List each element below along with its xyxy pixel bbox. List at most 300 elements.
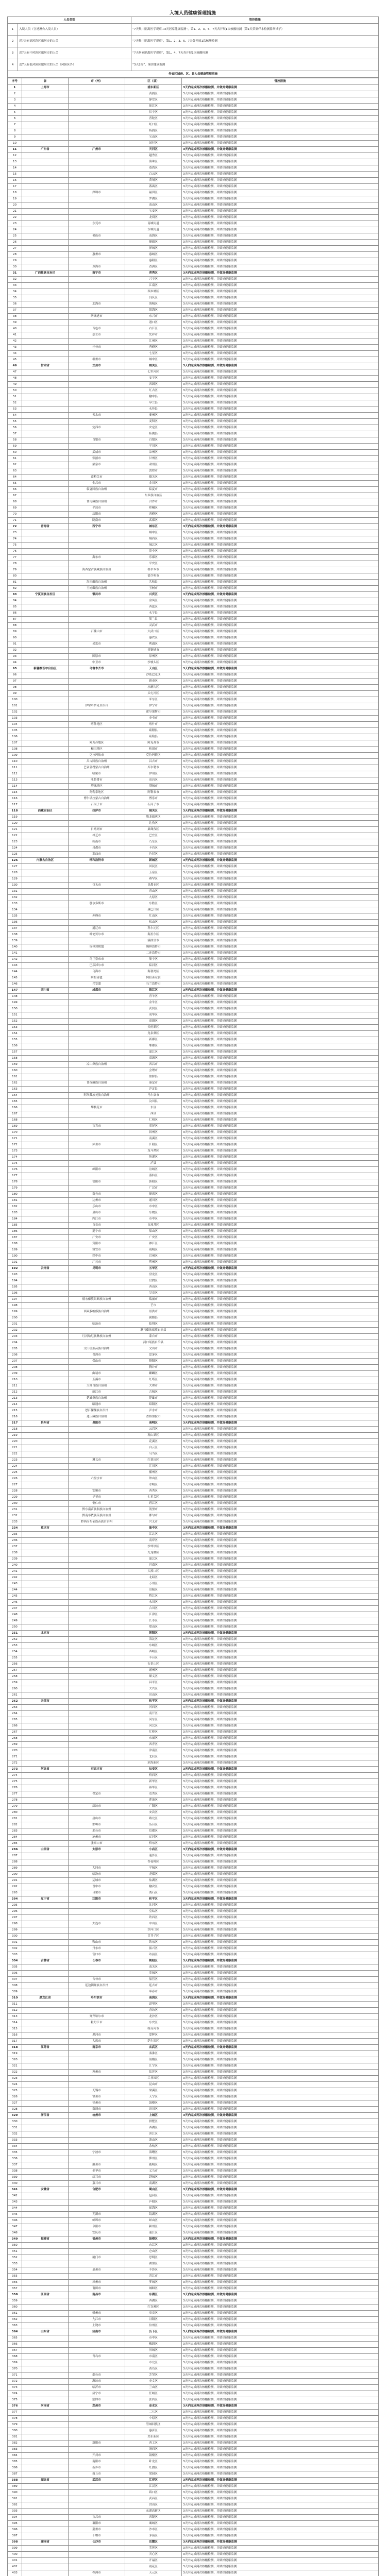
- cell-no: 297: [8, 1915, 22, 1921]
- cell-city: 南宁市: [69, 270, 125, 277]
- cell-province: 河南省: [22, 2403, 69, 2410]
- cell-city: [69, 2156, 125, 2162]
- cell-measure: 3天内完成两次核酸检测，并做好健康监测: [182, 1105, 379, 1111]
- cell-city: [69, 369, 125, 376]
- cell-city: [69, 141, 125, 147]
- table-row: [8, 1668, 379, 1674]
- cell-province: [22, 2274, 69, 2280]
- cell-no: 180: [8, 1192, 22, 1198]
- cell-district: 沙依巴克区: [125, 672, 182, 679]
- cell-province: [22, 1779, 69, 1785]
- cell-no: 44: [8, 351, 22, 357]
- cell-district: 榆次区: [125, 1884, 182, 1890]
- cell-province: [22, 1637, 69, 1643]
- table-row: [8, 957, 379, 963]
- cell-province: [22, 1006, 69, 1012]
- cell-province: [22, 406, 69, 413]
- cell-city: 哈密市: [69, 771, 125, 777]
- cell-city: [69, 1136, 125, 1142]
- cell-district: 洪山区: [125, 2502, 182, 2509]
- cell-measure: 3天内完成两次核酸检测，并做好健康监测: [182, 1012, 379, 1019]
- cell-city: [69, 394, 125, 400]
- table-row: [8, 97, 379, 104]
- cell-district: 泸县: [125, 1161, 182, 1167]
- cell-measure: 3天内完成两次核酸检测，并做好健康监测: [182, 2039, 379, 2045]
- table-row: [8, 845, 379, 852]
- cell-measure: 3天内完成两次核酸检测，并做好健康监测: [182, 697, 379, 703]
- cell-province: [22, 141, 69, 147]
- cell-no: 17: [8, 184, 22, 190]
- cell-district: 凉州区: [125, 450, 182, 456]
- cell-measure: 3天内完成两次核酸检测，并做好健康监测: [182, 85, 379, 91]
- cell-district: 东坡区: [125, 1210, 182, 1216]
- cell-city: 沈阳市: [69, 1896, 125, 1903]
- cell-measure: 3天内完成两次核酸检测，并做好健康监测: [182, 2478, 379, 2484]
- table-row: [8, 1192, 379, 1198]
- cell-city: [69, 1445, 125, 1451]
- table-row: [8, 1414, 379, 1420]
- table-row: [8, 2082, 379, 2088]
- cell-district: 颍州区: [125, 2224, 182, 2230]
- cell-city: [69, 277, 125, 283]
- cell-city: [69, 209, 125, 215]
- cell-district: 南岸区: [125, 1538, 182, 1544]
- cell-measure: 3天内完成两次核酸检测，并做好健康监测: [182, 889, 379, 895]
- cell-city: 郑州市: [69, 2403, 125, 2410]
- cell-no: 114: [8, 784, 22, 790]
- cell-measure: 3天内完成两次核酸检测，并做好健康监测: [182, 1890, 379, 1896]
- cell-district: 越秀区: [125, 153, 182, 159]
- cell-province: [22, 549, 69, 555]
- cell-city: 甘南藏族自治州: [69, 499, 125, 505]
- cell-city: [69, 1482, 125, 1488]
- table-row: [8, 2230, 379, 2236]
- cell-district: 喀什市: [125, 722, 182, 728]
- cell-province: [22, 153, 69, 159]
- cell-measure: 3天内完成两次核酸检测，并做好健康监测: [182, 1699, 379, 1705]
- cell-district: 站前区: [125, 1952, 182, 1958]
- cell-city: 西宁市: [69, 524, 125, 530]
- cell-province: [22, 2298, 69, 2304]
- cell-measure: 3天内完成两次核酸检测，并做好健康监测: [182, 592, 379, 598]
- cell-no: 308: [8, 1983, 22, 1989]
- cell-measure: 3天内完成两次核酸检测，并做好健康监测: [182, 1278, 379, 1284]
- category-row: [8, 36, 379, 47]
- cell-no: 70: [8, 512, 22, 518]
- cell-district: 高昌区: [125, 777, 182, 784]
- cell-district: 桥东区: [125, 1841, 182, 1847]
- cell-district: 迎泽区: [125, 1853, 182, 1859]
- table-row: [8, 215, 379, 221]
- cell-no: 49: [8, 382, 22, 388]
- cell-city: 漳州市: [69, 2280, 125, 2286]
- cell-city: 包头市: [69, 883, 125, 889]
- cell-no: 43: [8, 345, 22, 351]
- table-row: [8, 1587, 379, 1594]
- cell-measure: 3天内完成两次核酸检测，并做好健康监测: [182, 153, 379, 159]
- cell-city: [69, 2243, 125, 2249]
- cell-city: 银川市: [69, 592, 125, 598]
- table-row: [8, 190, 379, 196]
- cell-no: 32: [8, 277, 22, 283]
- cell-city: [69, 1810, 125, 1816]
- cell-measure: 3天内完成两次核酸检测，并做好健康监测: [182, 2181, 379, 2187]
- cell-city: 蚌埠市: [69, 2218, 125, 2224]
- cell-no: 69: [8, 505, 22, 512]
- cell-measure: 3天内完成两次核酸检测，并做好健康监测: [182, 549, 379, 555]
- cell-no: 40: [8, 326, 22, 332]
- cell-city: 绍兴市: [69, 2175, 125, 2181]
- cell-province: [22, 2138, 69, 2144]
- cell-district: 北碚区: [125, 1575, 182, 1581]
- cell-province: [22, 2057, 69, 2063]
- cell-city: 吐鲁番市: [69, 777, 125, 784]
- cell-province: [22, 1334, 69, 1340]
- cell-district: 鼓楼区: [125, 2057, 182, 2063]
- cell-province: [22, 2119, 69, 2125]
- cell-no: 147: [8, 988, 22, 994]
- cell-measure: 3天内完成两次核酸检测，并做好健康监测: [182, 815, 379, 821]
- cell-measure: 3天内完成两次核酸检测，并做好健康监测: [182, 784, 379, 790]
- cell-no: 290: [8, 1872, 22, 1878]
- cell-district: 呈贡区: [125, 1291, 182, 1297]
- cell-district: 昆山市: [125, 2082, 182, 2088]
- table-row: [8, 289, 379, 295]
- cell-province: [22, 1074, 69, 1080]
- table-row: [8, 1099, 379, 1105]
- cell-district: 新都区: [125, 1037, 182, 1043]
- cell-district: 江北区: [125, 1532, 182, 1538]
- table-row: [8, 1451, 379, 1458]
- cell-city: [69, 2063, 125, 2070]
- cell-no: 272: [8, 1760, 22, 1767]
- cell-measure: 3天内完成两次核酸检测，并做好健康监测: [182, 1556, 379, 1563]
- table-row: [8, 233, 379, 240]
- cell-city: [69, 604, 125, 611]
- cell-district: 城关区: [125, 363, 182, 369]
- cell-measure: 3天内完成两次核酸检测，并做好健康监测: [182, 450, 379, 456]
- cell-measure: 3天内完成两次核酸检测，并做好健康监测: [182, 1427, 379, 1433]
- table-row: [8, 2397, 379, 2403]
- cell-measure: 3天内完成两次核酸检测，并做好健康监测: [182, 586, 379, 592]
- cell-province: [22, 926, 69, 932]
- cell-district: 江州区: [125, 338, 182, 345]
- cell-measure: 3天内完成两次核酸检测，并做好健康监测: [182, 969, 379, 975]
- cell-measure: 3天内完成两次核酸检测，并做好健康监测: [182, 1952, 379, 1958]
- cell-city: [69, 2249, 125, 2255]
- cell-district: 临夏市: [125, 487, 182, 493]
- cell-province: [22, 1927, 69, 1934]
- cell-province: 黑龙江省: [22, 1995, 69, 2002]
- cell-measure: 3天内完成两次核酸检测，并做好健康监测: [182, 1389, 379, 1396]
- cell-district: 玉泉区: [125, 870, 182, 876]
- cell-city: 合肥市: [69, 2187, 125, 2193]
- table-row: [8, 270, 379, 277]
- table-row: [8, 1556, 379, 1563]
- cell-province: [22, 1352, 69, 1359]
- cell-province: 甘肃省: [22, 363, 69, 369]
- cell-district: 兴庆区: [125, 592, 182, 598]
- cell-district: 硚口区: [125, 2490, 182, 2496]
- cell-province: [22, 2385, 69, 2391]
- cell-measure: 3天内完成两次核酸检测，并做好健康监测: [182, 1983, 379, 1989]
- cell-province: [22, 734, 69, 740]
- cell-province: [22, 233, 69, 240]
- cell-measure: 3天内完成两次核酸检测，并做好健康监测: [182, 1995, 379, 2002]
- cell-no: 253: [8, 1643, 22, 1649]
- cell-province: 湖北省: [22, 2478, 69, 2484]
- cell-no: 314: [8, 2020, 22, 2026]
- cell-measure: 3天内完成两次核酸检测，并做好健康监测: [182, 1068, 379, 1074]
- cell-province: 内蒙古自治区: [22, 858, 69, 864]
- cell-measure: 3天内完成两次核酸检测，并做好健康监测: [182, 1587, 379, 1594]
- cell-no: 284: [8, 1835, 22, 1841]
- table-row: [8, 1909, 379, 1915]
- table-row: [8, 431, 379, 437]
- cell-no: 88: [8, 623, 22, 629]
- cell-no: 278: [8, 1798, 22, 1804]
- cell-no: 377: [8, 2410, 22, 2416]
- cell-measure: 3天内完成两次核酸检测，并做好健康监测: [182, 2280, 379, 2286]
- cell-no: 168: [8, 1117, 22, 1124]
- cell-city: [69, 1365, 125, 1371]
- table-row: [8, 1278, 379, 1284]
- cell-no: 39: [8, 320, 22, 326]
- cell-city: 乐山市: [69, 1204, 125, 1210]
- cell-city: [69, 184, 125, 190]
- cell-district: 永宁县: [125, 611, 182, 617]
- cell-province: [22, 1983, 69, 1989]
- cell-city: 克拉玛依市: [69, 753, 125, 759]
- cell-district: 北辰区: [125, 1754, 182, 1760]
- cell-province: [22, 1204, 69, 1210]
- table-row: [8, 1507, 379, 1513]
- cell-city: [69, 1130, 125, 1136]
- cell-province: [22, 629, 69, 635]
- cell-measure: 3天内完成两次核酸检测，并做好健康监测: [182, 623, 379, 629]
- cell-city: [69, 1278, 125, 1284]
- cell-no: 383: [8, 2447, 22, 2453]
- cell-measure: 3天内完成两次核酸检测，并做好健康监测: [182, 1445, 379, 1451]
- cell-city: 德阳市: [69, 1179, 125, 1185]
- cell-province: [22, 159, 69, 165]
- cell-no: 100: [8, 697, 22, 703]
- cell-province: [22, 2032, 69, 2039]
- cell-measure: 3天内完成两次核酸检测，并做好健康监测: [182, 134, 379, 141]
- table-row: [8, 1606, 379, 1612]
- table-row: [8, 2546, 379, 2552]
- cell-measure: 3天内完成两次核酸检测，并做好健康监测: [182, 1581, 379, 1587]
- cell-city: [69, 1550, 125, 1556]
- table-row: [8, 1983, 379, 1989]
- cell-province: [22, 2397, 69, 2403]
- table-row: [8, 1575, 379, 1581]
- cell-district: 绥芬河市: [125, 2026, 182, 2032]
- table-row: [8, 2292, 379, 2298]
- cell-district: 南岗区: [125, 1995, 182, 2002]
- cell-province: [22, 2125, 69, 2131]
- cell-district: 阿拉善左旗: [125, 975, 182, 981]
- cell-no: 371: [8, 2372, 22, 2379]
- cell-province: [22, 728, 69, 734]
- cell-province: 上海市: [22, 85, 69, 91]
- cell-no: 167: [8, 1111, 22, 1117]
- cell-no: 81: [8, 580, 22, 586]
- cell-measure: 3天内完成两次核酸检测，并做好健康监测: [182, 790, 379, 796]
- cell-no: 395: [8, 2521, 22, 2527]
- cell-no: 305: [8, 1964, 22, 1971]
- cell-district: 良庆区: [125, 295, 182, 301]
- cell-province: [22, 165, 69, 172]
- cell-city: [69, 2131, 125, 2138]
- cell-measure: 3天内完成两次核酸检测，并做好健康监测: [182, 2391, 379, 2397]
- cell-province: [22, 388, 69, 394]
- table-row: [8, 580, 379, 586]
- cell-city: [69, 1155, 125, 1161]
- cell-no: 271: [8, 1754, 22, 1760]
- cell-district: 麒麟区: [125, 1371, 182, 1377]
- table-row: [8, 2088, 379, 2094]
- cell-province: [22, 1439, 69, 1445]
- table-row: [8, 1148, 379, 1155]
- cell-province: [22, 2348, 69, 2354]
- cell-district: 东湖高新区: [125, 2509, 182, 2515]
- table-row: [8, 728, 379, 734]
- table-row: [8, 1340, 379, 1346]
- cell-province: [22, 1563, 69, 1569]
- cell-measure: 3天内完成两次核酸检测，并做好健康监测: [182, 1649, 379, 1655]
- cell-no: 354: [8, 2267, 22, 2274]
- cell-city: [69, 1730, 125, 1736]
- cell-province: [22, 938, 69, 944]
- cell-no: 5: [8, 110, 22, 116]
- cell-measure: 3天内完成两次核酸检测，并做好健康监测: [182, 209, 379, 215]
- cell-city: 泉州市: [69, 2267, 125, 2274]
- table-row: [8, 1989, 379, 1995]
- cell-district: 瑶海区: [125, 2206, 182, 2212]
- cell-measure: 3天内完成两次核酸检测，并做好健康监测: [182, 1383, 379, 1389]
- cell-district: 耿马傣族佤族自治县: [125, 1328, 182, 1334]
- cell-measure: 3天内完成两次核酸检测，并做好健康监测: [182, 2422, 379, 2428]
- cell-no: 325: [8, 2088, 22, 2094]
- cell-city: 保山市: [69, 1359, 125, 1365]
- cell-province: [22, 2354, 69, 2360]
- cell-measure: 3天内完成两次核酸检测，并做好健康监测: [182, 289, 379, 295]
- cell-city: [69, 2193, 125, 2199]
- cell-city: [69, 1680, 125, 1686]
- cell-no: 386: [8, 2465, 22, 2471]
- cell-no: 259: [8, 1680, 22, 1686]
- cell-district: 大武口区: [125, 629, 182, 635]
- table-row: [8, 1260, 379, 1266]
- cell-province: [22, 536, 69, 543]
- table-row: [8, 178, 379, 184]
- cell-measure: 3天内完成两次核酸检测，并做好健康监测: [182, 833, 379, 839]
- cell-province: [22, 1736, 69, 1742]
- cell-district: 萧山区: [125, 2138, 182, 2144]
- cell-district: 长寿区: [125, 1618, 182, 1624]
- table-row: [8, 1705, 379, 1711]
- cell-city: [69, 97, 125, 104]
- table-row: [8, 2366, 379, 2372]
- cell-city: 营口市: [69, 1952, 125, 1958]
- cell-city: [69, 388, 125, 394]
- cell-district: 城中区: [125, 530, 182, 536]
- cell-city: [69, 1655, 125, 1662]
- cell-measure: 3天内完成两次核酸检测，并做好健康监测: [182, 141, 379, 147]
- cell-district: 通川区: [125, 1198, 182, 1204]
- table-row: [8, 2509, 379, 2515]
- cell-no: 191: [8, 1260, 22, 1266]
- table-row: [8, 870, 379, 876]
- cell-province: [22, 320, 69, 326]
- cell-measure: 3天内完成两次核酸检测，并做好健康监测: [182, 1872, 379, 1878]
- cell-no: 304: [8, 1958, 22, 1964]
- cell-province: [22, 1235, 69, 1241]
- cell-province: [22, 2379, 69, 2385]
- cell-province: [22, 1952, 69, 1958]
- cell-district: 延吉市: [125, 1983, 182, 1989]
- cell-province: [22, 1532, 69, 1538]
- cell-measure: 3天内完成两次核酸检测，并做好健康监测: [182, 431, 379, 437]
- cell-district: 凯里市: [125, 1507, 182, 1513]
- cell-no: 138: [8, 932, 22, 938]
- cell-measure: 3天内完成两次核酸检测，并做好健康监测: [182, 474, 379, 481]
- cell-city: [69, 295, 125, 301]
- cell-no: 266: [8, 1723, 22, 1730]
- cell-measure: 3天内完成两次核酸检测，并做好健康监测: [182, 295, 379, 301]
- cell-city: 桂林市: [69, 345, 125, 351]
- table-row: [8, 1043, 379, 1049]
- cell-no: 321: [8, 2063, 22, 2070]
- cell-city: 黔东南苗族侗族自治州: [69, 1507, 125, 1513]
- cell-city: 昭通市: [69, 1402, 125, 1408]
- cell-district: 叙州区: [125, 1130, 182, 1136]
- table-row: [8, 1884, 379, 1890]
- cell-province: [22, 474, 69, 481]
- cell-province: [22, 1365, 69, 1371]
- cell-measure: 3天内完成两次核酸检测，并做好健康监测: [182, 2397, 379, 2403]
- category-row: [8, 47, 379, 59]
- cell-district: 开福区: [125, 2558, 182, 2564]
- table-row: [8, 2385, 379, 2391]
- cell-no: 54: [8, 413, 22, 419]
- table-row: [8, 474, 379, 481]
- table-row: [8, 1804, 379, 1810]
- table-row: [8, 295, 379, 301]
- table-row: [8, 2131, 379, 2138]
- table-row: [8, 573, 379, 580]
- cell-city: [69, 1662, 125, 1668]
- table-row: [8, 116, 379, 122]
- cell-province: [22, 1594, 69, 1600]
- cell-measure: 3天内完成两次核酸检测，并做好健康监测: [182, 617, 379, 623]
- table-row: [8, 2372, 379, 2379]
- header-province: 省: [22, 78, 69, 85]
- cell-no: 239: [8, 1556, 22, 1563]
- table-row: [8, 1934, 379, 1940]
- cell-no: 336: [8, 2156, 22, 2162]
- table-row: [8, 1859, 379, 1866]
- cell-district: 中原区: [125, 2416, 182, 2422]
- cell-no: 252: [8, 1637, 22, 1643]
- cell-measure: 3天内完成两次核酸检测，并做好健康监测: [182, 1563, 379, 1569]
- cell-district: 游仙区: [125, 1173, 182, 1179]
- category-type: 近7天有中风险区旅居史的人员: [18, 47, 131, 59]
- cell-city: [69, 289, 125, 295]
- header-city: 市（州）: [69, 78, 125, 85]
- cell-city: [69, 91, 125, 97]
